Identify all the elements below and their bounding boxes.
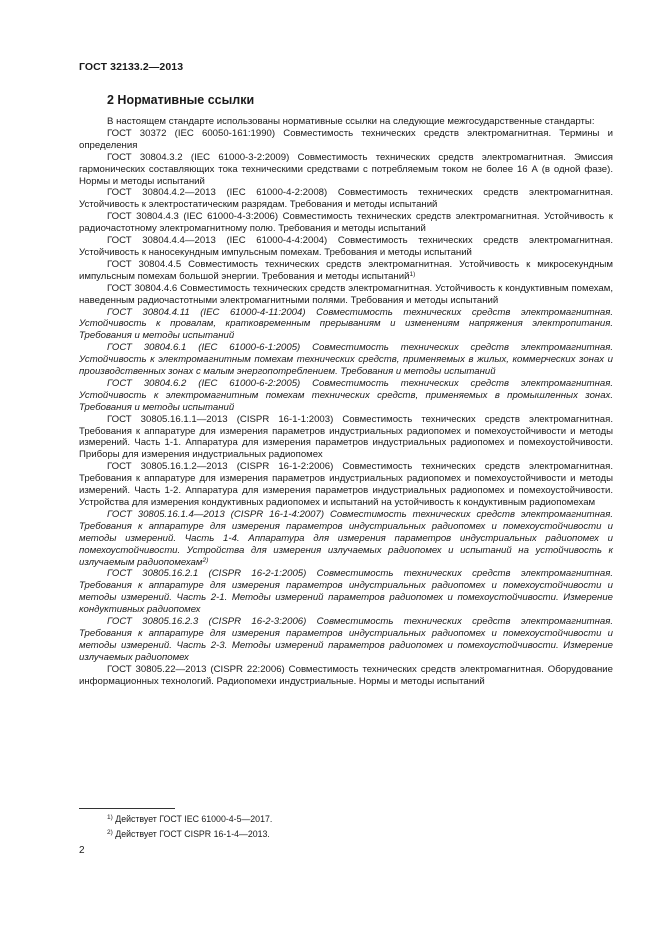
- reference-text: ГОСТ 30805.16.2.1 (CISPR 16-2-1:2005) Совместимость технических средств электромагнитная. Требования к аппаратуре для измерения параметров индустриальных радиопомех и помехоустойчивости и методы измерений. Часть 2-1. Методы измерений параметров радиопомех и помехоустойчивости. Измерение кондуктивных радиопомех: [79, 568, 613, 616]
- intro-paragraph: В настоящем стандарте использованы нормативные ссылки на следующие межгосударственные стандарты:: [107, 116, 595, 127]
- footnote-mark: 1): [107, 814, 113, 821]
- reference-text: ГОСТ 30372 (IEC 60050-161:1990) Совместимость технических средств электромагнитная. Термины и определения: [79, 127, 613, 151]
- reference-text: ГОСТ 30804.4.5 Совместимость технических средств электромагнитная. Устойчивость к микросекундным импульсным помехам большой энергии. Требования и методы испытаний: [79, 258, 613, 282]
- reference-item: [79, 235, 613, 259]
- reference-item: [79, 342, 613, 378]
- reference-item: [79, 378, 613, 414]
- reference-text: ГОСТ 30804.4.11 (IEC 61000-4-11:2004) Совместимость технических средств электромагнитная. Устойчивость к провалам, кратковременным прерываниям и изменениям напряжения электропитания. Требования и методы испытаний: [79, 306, 613, 342]
- reference-item: [79, 307, 613, 343]
- reference-item: [79, 461, 613, 509]
- footnote-text: Действует ГОСТ IEC 61000-4-5—2017.: [115, 814, 273, 824]
- section-title: 2 Нормативные ссылки: [107, 93, 255, 107]
- reference-item: [79, 568, 613, 616]
- reference-text: ГОСТ 30804.4.4—2013 (IEC 61000-4-4:2004) Совместимость технических средств электромагнитная. Устойчивость к наносекундным импульсным помехам. Требования и методы испытаний: [79, 235, 613, 258]
- reference-item: [79, 283, 613, 307]
- reference-text: ГОСТ 30805.16.2.3 (CISPR 16-2-3:2006) Совместимость технических средств электромагнитная. Требования к аппаратуре для измерения параметров индустриальных радиопомех и помехоустойчивости и методы измерений. Часть 2-3. Методы измерений параметров радиопомех и помехоустойчивости. Измерение излучаемых радиопомех: [79, 616, 613, 663]
- footnote-1: [107, 812, 272, 827]
- reference-item: [79, 664, 613, 688]
- reference-item: [79, 259, 613, 283]
- footnote-2: [107, 827, 272, 842]
- reference-item: [79, 187, 613, 211]
- reference-text: ГОСТ 30805.22—2013 (CISPR 22:2006) Совместимость технических средств электромагнитная. Оборудование информационных технологий. Радиопомехи индустриальные. Нормы и методы испытаний: [79, 663, 613, 687]
- reference-item: [79, 128, 613, 152]
- reference-text: ГОСТ 30805.16.1.1—2013 (CISPR 16-1-1:2003) Совместимость технических средств электромагнитная. Требования к аппаратуре для измерения параметров индустриальных радиопомех и помехоустойчивости и методы измерений. Часть 1-1. Аппаратура для измерения параметров индустриальных радиопомех и помехоустойчивости. Приборы для измерения индустриальных радиопомех: [79, 413, 613, 461]
- reference-text: ГОСТ 30805.16.1.4—2013 (CISPR 16-1-4:2007) Совместимость технических средств электромагнитная. Требования к аппаратуре для измерения параметров индустриальных радиопомех и помехоустойчивости и методы измерений. Часть 1-4. Аппаратура для измерения параметров индустриальных радиопомех и помехоустойчивости. Устройства для измерения излучаемых радиопомех и испытаний на устойчивость к излучаемым радиопомехам: [79, 508, 613, 568]
- footnote-mark: 2): [107, 829, 113, 836]
- reference-text: ГОСТ 30805.16.1.2—2013 (CISPR 16-1-2:2006) Совместимость технических средств электромагнитная. Требования к аппаратуре для измерения параметров индустриальных радиопомех и помехоустойчивости и методы измерений. Часть 1-2. Аппаратура для измерения параметров индустриальных радиопомех и помехоустойчивости. Устройства для измерения кондуктивных радиопомех и испытаний на устойчивость к кондуктивным радиопомехам: [79, 461, 613, 508]
- footnote-text: Действует ГОСТ CISPR 16-1-4—2013.: [115, 829, 270, 839]
- reference-item: [79, 211, 613, 235]
- reference-text: ГОСТ 30804.3.2 (IEC 61000-3-2:2009) Совместимость технических средств электромагнитная. Эмиссия гармонических составляющих тока техническими средствами с потребляемым током не более 16 А (в одной фазе). Нормы и методы испытаний: [79, 151, 613, 187]
- reference-text: ГОСТ 30804.4.2—2013 (IEC 61000-4-2:2008) Совместимость технических средств электромагнитная. Устойчивость к электростатическим разрядам. Требования и методы испытаний: [79, 187, 613, 211]
- footnote-reference: 2): [202, 556, 209, 564]
- footnote-reference: 1): [409, 270, 416, 278]
- document-header: ГОСТ 32133.2—2013: [79, 61, 184, 73]
- reference-text: ГОСТ 30804.4.6 Совместимость технических средств электромагнитная. Устойчивость к кондуктивным помехам, наведенным радиочастотными электромагнитными полями. Требования и методы испытаний: [79, 282, 613, 306]
- page-number: 2: [79, 845, 85, 856]
- reference-item: [79, 414, 613, 462]
- reference-text: ГОСТ 30804.6.2 (IEC 61000-6-2:2005) Совместимость технических средств электромагнитная. Устойчивость к электромагнитным помехам технических средств, применяемых в промышленных зонах. Требования и методы испытаний: [79, 377, 613, 413]
- footnotes: [107, 812, 272, 842]
- section-body: [79, 116, 613, 688]
- reference-item: [79, 616, 613, 664]
- footnote-divider: [79, 808, 175, 809]
- reference-list: [79, 128, 613, 688]
- reference-item: [79, 509, 613, 569]
- reference-item: [79, 152, 613, 188]
- reference-text: ГОСТ 30804.6.1 (IEC 61000-6-1:2005) Совместимость технических средств электромагнитная. Устойчивость к электромагнитным помехам технических средств, применяемых в жилых, коммерческих зонах и производственных зонах с малым энергопотреблением. Требования и методы испытаний: [79, 342, 613, 378]
- reference-text: ГОСТ 30804.4.3 (IEC 61000-4-3:2006) Совместимость технических средств электромагнитная. Устойчивость к радиочастотному электромагнитному полю. Требования и методы испытаний: [79, 211, 613, 235]
